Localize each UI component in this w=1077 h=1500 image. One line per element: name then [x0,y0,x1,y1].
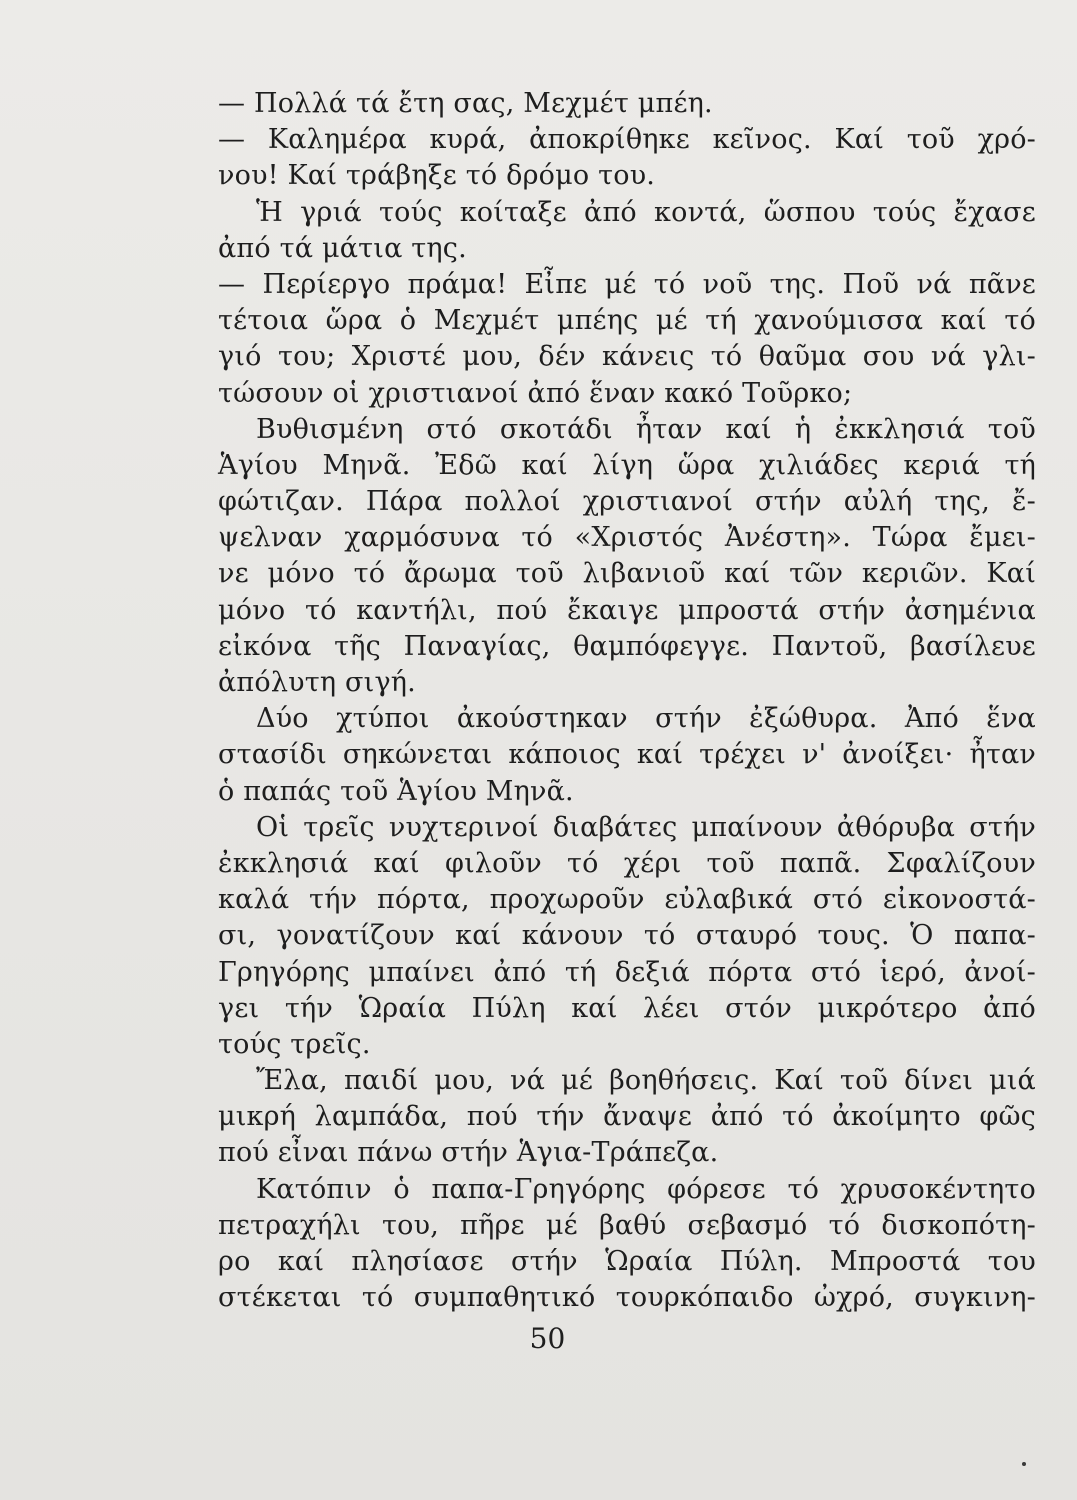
text-line: Κατόπιν ὁ παπα-Γρηγόρης φόρεσε τό χρυσοκέντητο [256,1173,1036,1205]
text-line: στέκεται τό συμπαθητικό τουρκόπαιδο ὠχρό, συγκινη- [218,1282,1036,1314]
text-line: τέτοια ὥρα ὁ Μεχμέτ μπέης μέ τή χανούμισσα καί τό [218,305,1036,337]
text-line: — Καλημέρα κυρά, ἀποκρίθηκε κεῖνος. Καί τοῦ χρό- [218,124,1036,156]
text-line: γιό του; Χριστέ μου, δέν κάνεις τό θαῦμα σου νά γλι- [218,341,1036,373]
text-line: Ἔλα, παιδί μου, νά μέ βοηθήσεις. Καί τοῦ δίνει μιά [256,1065,1036,1097]
text-line: ἀπό τά μάτια της. [218,232,467,264]
text-line: ὁ παπάς τοῦ Ἁγίου Μηνᾶ. [218,775,574,807]
text-line: Γρηγόρης μπαίνει ἀπό τή δεξιά πόρτα στό ἱερό, ἀνοί- [218,956,1036,988]
page-number: 50 [529,1322,566,1355]
text-line: — Περίεργο πράμα! Εἶπε μέ τό νοῦ της. Ποῦ νά πᾶνε [218,268,1036,300]
text-line: — Πολλά τά ἔτη σας, Μεχμέτ μπέη. [218,88,713,119]
text-line: Οἱ τρεῖς νυχτερινοί διαβάτες μπαίνουν ἀθόρυβα στήν [256,811,1036,843]
text-line: νε μόνο τό ἄρωμα τοῦ λιβανιοῦ καί τῶν κεριῶν. Καί [218,558,1036,590]
text-line: τούς τρεῖς. [218,1028,371,1060]
text-line: σι, γονατίζουν καί κάνουν τό σταυρό τους. Ὁ παπα- [218,920,1036,952]
text-line: Βυθισμένη στό σκοτάδι ἦταν καί ἡ ἐκκλησιά τοῦ [256,413,1036,445]
text-line: νου! Καί τράβηξε τό δρόμο του. [218,160,656,192]
text-line: ἐκκλησιά καί φιλοῦν τό χέρι τοῦ παπᾶ. Σφαλίζουν [218,847,1036,879]
text-line: ἀπόλυτη σιγή. [218,667,416,698]
text-line: πού εἶναι πάνω στήν Ἁγια-Τράπεζα. [218,1137,719,1169]
text-line: Δύο χτύποι ἀκούστηκαν στήν ἐξώθυρα. Ἀπό ἕνα [256,703,1036,735]
text-line: φώτιζαν. Πάρα πολλοί χριστιανοί στήν αὐλή της, ἔ- [218,486,1036,518]
text-line: ψελναν χαρμόσυνα τό «Χριστός Ἀνέστη». Τώρα ἔμει- [218,522,1036,554]
text-line: μικρή λαμπάδα, πού τήν ἄναψε ἀπό τό ἀκοίμητο φῶς [218,1101,1036,1133]
body-text [218,86,1036,1316]
text-line: τώσουν οἱ χριστιανοί ἀπό ἕναν κακό Τοῦρκο; [218,377,853,409]
text-line: εἰκόνα τῆς Παναγίας, θαμπόφεγγε. Παντοῦ, βασίλευε [218,630,1036,662]
text-line: πετραχήλι του, πῆρε μέ βαθύ σεβασμό τό δισκοπότη- [218,1209,1036,1241]
text-line: Ἡ γριά τούς κοίταξε ἀπό κοντά, ὥσπου τούς ἔχασε [256,196,1036,228]
print-speck [1022,1462,1026,1466]
text-line: μόνο τό καντήλι, πού ἔκαιγε μπροστά στήν ἀσημένια [218,594,1036,626]
text-line: καλά τήν πόρτα, προχωροῦν εὐλαβικά στό εἰκονοστά- [218,884,1036,916]
text-line: Ἁγίου Μηνᾶ. Ἐδῶ καί λίγη ὥρα χιλιάδες κεριά τή [218,449,1036,481]
text-line: ρο καί πλησίασε στήν Ὡραία Πύλη. Μπροστά του [218,1246,1036,1277]
text-line: στασίδι σηκώνεται κάποιος καί τρέχει ν' ἀνοίξει· ἦταν [218,739,1036,771]
text-line: γει τήν Ὡραία Πύλη καί λέει στόν μικρότερο ἀπό [218,992,1036,1024]
